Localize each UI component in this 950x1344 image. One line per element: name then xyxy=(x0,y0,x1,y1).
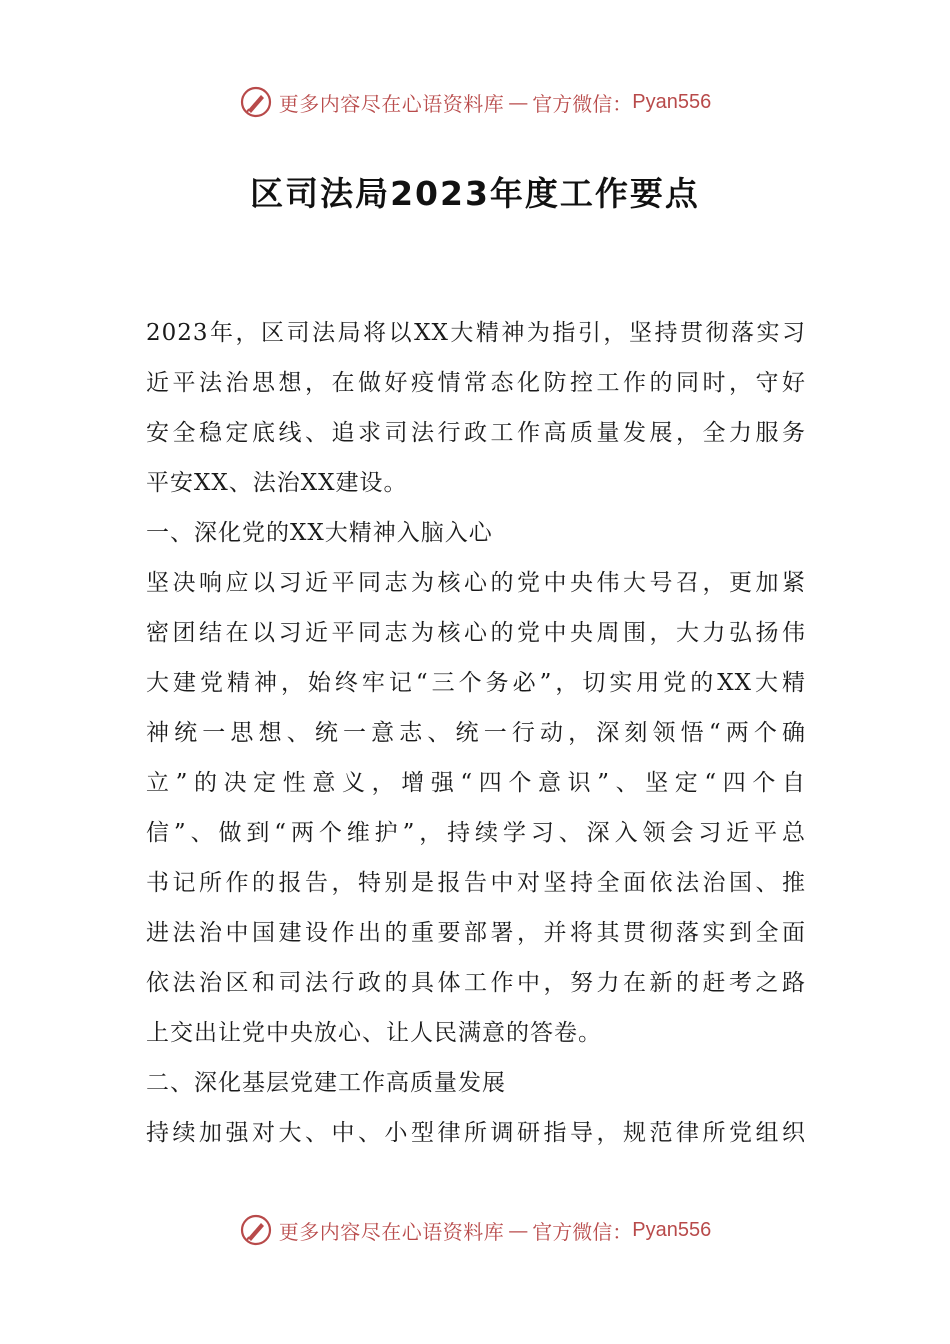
watermark-footer xyxy=(0,1208,950,1252)
text-line: 信”、做到“两个维护”，持续学习、深入领会习近平总 xyxy=(146,820,806,846)
pen-logo-icon xyxy=(239,1213,273,1247)
text-line: 神统一思想、统一意志、统一行动，深刻领悟“两个确 xyxy=(146,720,806,746)
watermark-wechat-label: 官方微信： xyxy=(532,91,633,116)
text-line: 书记所作的报告，特别是报告中对坚持全面依法治国、推 xyxy=(146,870,806,896)
text-line: 大建党精神，始终牢记“三个务必”，切实用党的XX大精 xyxy=(146,670,806,696)
text-line: 立”的决定性意义，增强“四个意识”、坚定“四个自 xyxy=(146,770,806,796)
watermark-text: 更多内容尽在心语资料库 xyxy=(278,1219,505,1244)
document-body xyxy=(146,308,806,1158)
text-line: 二、深化基层党建工作高质量发展 xyxy=(146,1070,506,1096)
text-line: 2023年，区司法局将以XX大精神为指引，坚持贯彻落实习 xyxy=(146,320,806,346)
watermark-separator: — xyxy=(508,1218,529,1242)
text-line: 持续加强对大、中、小型律所调研指导，规范律所党组织 xyxy=(146,1120,806,1146)
text-line: 一、深化党的XX大精神入脑入心 xyxy=(146,520,493,546)
text-line: 依法治区和司法行政的具体工作中，努力在新的赶考之路 xyxy=(146,970,806,996)
watermark-text: 更多内容尽在心语资料库 xyxy=(278,91,505,116)
watermark-header xyxy=(0,80,950,124)
watermark-wechat-id: Pyan556 xyxy=(632,1218,712,1241)
watermark-wechat-label: 官方微信： xyxy=(532,1219,633,1244)
text-line: 进法治中国建设作出的重要部署，并将其贯彻落实到全面 xyxy=(146,920,806,946)
watermark-wechat-id: Pyan556 xyxy=(632,90,712,113)
text-line: 上交出让党中央放心、让人民满意的答卷。 xyxy=(146,1020,602,1046)
watermark-separator: — xyxy=(508,90,529,114)
text-line: 安全稳定底线、追求司法行政工作高质量发展，全力服务 xyxy=(146,420,806,446)
text-line: 近平法治思想，在做好疫情常态化防控工作的同时，守好 xyxy=(146,370,806,396)
text-line: 密团结在以习近平同志为核心的党中央周围，大力弘扬伟 xyxy=(146,620,806,646)
text-line: 坚决响应以习近平同志为核心的党中央伟大号召，更加紧 xyxy=(146,570,806,596)
pen-logo-icon xyxy=(239,85,273,119)
document-title: 区司法局2023年度工作要点 xyxy=(250,174,700,213)
text-line: 平安XX、法治XX建设。 xyxy=(146,470,408,496)
